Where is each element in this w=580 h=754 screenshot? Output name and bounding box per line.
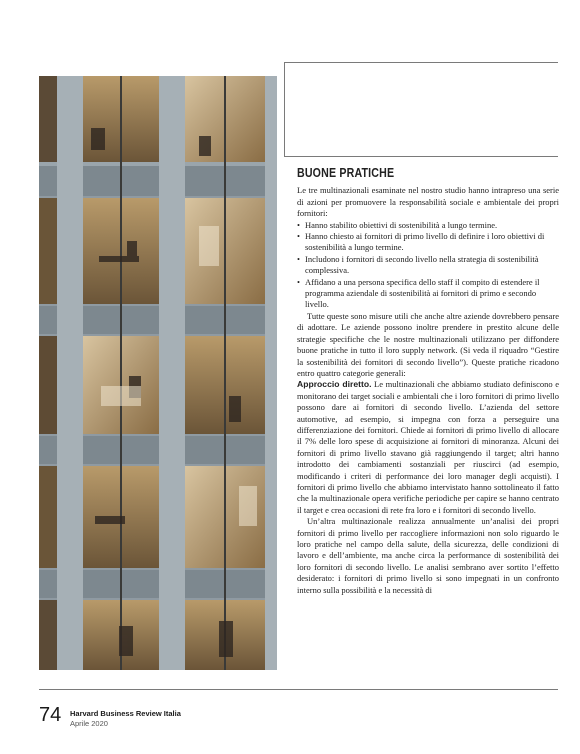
paragraph-lead: Approccio diretto. xyxy=(297,379,372,390)
list-item: • Affidano a una persona specifica dello staff il compito di estendere il programma aziendale di sostenibilità ai fornitori di primo e secondo livello. xyxy=(297,277,559,311)
magazine-name: Harvard Business Review Italia xyxy=(70,709,181,718)
top-rule xyxy=(284,62,558,63)
list-item: • Hanno stabilito obiettivi di sostenibilità a lungo termine. xyxy=(297,220,559,231)
section-rule xyxy=(284,156,558,157)
paragraph-text: Le multinazionali che abbiamo studiato definiscono e monitorano dei target sociali e ambientali che i loro fornitori di primo livello possono dare ai fornitori di secondo livello. L’azienda del settore automotive, ad esempio, si impegna con forza a perseguire una differenziazione dei fornitori. Chiede ai fornitori di primo livello di allocare il 7% delle loro spese di acquisizione ai fornitori di minoranza. Alcuni dei fornitori di primo livello stavano già raggiungendo il target; altri hanno introdotto dei cambiamenti sostanziali per riuscirci (ad esempio, modificando i criteri di performance dei loro manager degli acquisti). I fornitori di primo livello che abbiamo intervistato hanno sottolineato il fatto che la multinazionale opera verifiche periodiche per capire se hanno centrato il target e crea occasioni di rete fra loro e i fornitori di secondo livello. xyxy=(297,379,559,515)
practices-list xyxy=(297,220,559,311)
footer-rule xyxy=(39,689,558,690)
issue-date: Aprile 2020 xyxy=(70,719,108,728)
page-number: 74 xyxy=(39,704,62,726)
article-column xyxy=(297,168,559,596)
section-heading: BUONE PRATICHE xyxy=(297,166,395,180)
intro-paragraph: Le tre multinazionali esaminate nel nostro studio hanno intrapreso una serie di azioni per promuovere la responsabilità sociale e ambientale dei propri fornitori: xyxy=(297,185,559,219)
list-item: • Includono i fornitori di secondo livello nella strategia di sostenibilità complessiva. xyxy=(297,254,559,277)
body-paragraph: Tutte queste sono misure utili che anche altre aziende dovrebbero pensare di adottare. Le aziende possono inoltre prendere in prestito alcune delle strategie specifiche che le nostre multinazionali utilizzano per diffondere buone pratiche in tutto il loro supply network. (Si veda il riquadro “Gestire la sostenibilità dei fornitori di secondo livello”). Queste pratiche ricadono entro quattro categorie generali: xyxy=(297,310,559,378)
list-item: • Hanno chiesto ai fornitori di primo livello di definire i loro obiettivi di sostenibilità a lungo termine. xyxy=(297,231,559,254)
column-divider xyxy=(284,62,285,156)
body-paragraph xyxy=(297,379,559,516)
body-paragraph: Un’altra multinazionale realizza annualmente un’analisi dei propri fornitori di primo livello per raccogliere informazioni non solo riguardo le loro pratiche nel campo della salute, della sicurezza, delle condizioni di lavoro e dell’ambiente, ma anche circa la performance di sostenibilità dei loro fornitori di secondo livello. Le analisi sembrano aver sortito l’effetto desiderato: i fornitori di primo livello si sono impegnati in un confronto interno sulla possibilità e la necessità di xyxy=(297,516,559,595)
building-facade-photo xyxy=(39,76,277,670)
